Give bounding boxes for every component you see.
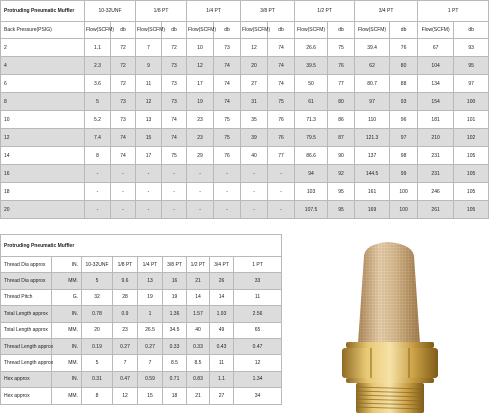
value-cell: 75 [328, 39, 355, 57]
db-column-header: db [111, 22, 136, 39]
size-header: 1 PT [418, 1, 489, 22]
value-cell: 94 [295, 165, 328, 183]
value-cell: 1.1 [210, 371, 234, 387]
value-cell: 49 [210, 322, 234, 338]
value-cell: 134 [418, 75, 454, 93]
value-cell: - [136, 165, 162, 183]
value-cell: - [268, 183, 295, 201]
value-cell: - [85, 183, 111, 201]
value-cell: 86 [328, 111, 355, 129]
value-cell: 97 [454, 75, 489, 93]
value-cell: 137 [355, 147, 390, 165]
size-header: 10-32UNF [85, 1, 136, 22]
value-cell: 39.5 [295, 57, 328, 75]
bronze-filter-element [358, 242, 420, 344]
value-cell: 75 [214, 129, 241, 147]
value-cell: 105 [454, 201, 489, 219]
value-cell: 154 [418, 93, 454, 111]
value-cell: 0.27 [113, 338, 138, 354]
value-cell: 86.6 [295, 147, 328, 165]
value-cell: - [111, 201, 136, 219]
value-cell: 74 [162, 111, 187, 129]
value-cell: 11 [210, 355, 234, 371]
value-cell: 14 [187, 289, 210, 305]
table-row [1, 306, 282, 322]
flow-column-header: Flow(SCFM) [85, 22, 111, 39]
pressure-cell: 8 [1, 93, 85, 111]
value-cell: 95 [328, 201, 355, 219]
value-cell: - [214, 165, 241, 183]
value-cell: 11 [136, 75, 162, 93]
value-cell: 26.6 [295, 39, 328, 57]
value-cell: 7 [138, 355, 163, 371]
dimension-name-cell: Thread Pitch [1, 289, 52, 305]
value-cell: 80 [390, 57, 418, 75]
value-cell: 3/4 PT [210, 257, 234, 273]
flow-column-header: Flow(SCFM) [295, 22, 328, 39]
value-cell: 17 [136, 147, 162, 165]
table-row [1, 39, 489, 57]
value-cell: 5 [85, 93, 111, 111]
value-cell: 34.5 [163, 322, 187, 338]
value-cell: 74 [268, 39, 295, 57]
table-row [1, 147, 489, 165]
value-cell: 26 [210, 273, 234, 289]
value-cell: 31 [241, 93, 268, 111]
brass-thread [356, 383, 424, 413]
value-cell: 9 [136, 57, 162, 75]
value-cell: 210 [418, 129, 454, 147]
value-cell: - [85, 165, 111, 183]
pressure-cell: 2 [1, 39, 85, 57]
value-cell: 231 [418, 165, 454, 183]
value-cell: 67 [418, 39, 454, 57]
value-cell: 72 [162, 39, 187, 57]
back-pressure-label: Back Pressure(PSIG) [1, 22, 85, 39]
value-cell: 15 [138, 388, 163, 404]
value-cell: 87 [328, 129, 355, 147]
value-cell: 0.78 [82, 306, 113, 322]
value-cell: 95 [454, 57, 489, 75]
value-cell: 104 [418, 57, 454, 75]
unit-header-row [1, 22, 489, 39]
dimension-name-cell: Hex approx [1, 371, 52, 387]
dimension-name-cell: Total Length approx [1, 306, 52, 322]
unit-cell: IN. [52, 257, 82, 273]
value-cell: 65 [234, 322, 282, 338]
value-cell: 74 [268, 57, 295, 75]
value-cell: - [241, 165, 268, 183]
flow-column-header: Flow(SCFM) [187, 22, 214, 39]
value-cell: 80.7 [355, 75, 390, 93]
value-cell: 19 [163, 289, 187, 305]
value-cell: 88 [390, 75, 418, 93]
value-cell: 74 [111, 147, 136, 165]
value-cell: 15 [136, 129, 162, 147]
value-cell: 74 [214, 75, 241, 93]
value-cell: 75 [268, 93, 295, 111]
value-cell: 11 [234, 289, 282, 305]
value-cell: - [162, 165, 187, 183]
db-column-header: db [162, 22, 187, 39]
value-cell: 1/2 PT [187, 257, 210, 273]
value-cell: 0.47 [234, 338, 282, 354]
table-row [1, 388, 282, 404]
value-cell: 97 [355, 93, 390, 111]
table-row [1, 57, 489, 75]
value-cell: 3.6 [85, 75, 111, 93]
unit-cell: MM. [52, 273, 82, 289]
table-row [1, 93, 489, 111]
value-cell: 76 [214, 147, 241, 165]
value-cell: 10 [187, 39, 214, 57]
dimension-name-cell: Thread Length approx [1, 338, 52, 354]
value-cell: - [241, 183, 268, 201]
flow-column-header: Flow(SCFM) [355, 22, 390, 39]
value-cell: 40 [187, 322, 210, 338]
value-cell: - [111, 165, 136, 183]
value-cell: 1/4 PT [138, 257, 163, 273]
value-cell: 74 [162, 129, 187, 147]
value-cell: 12 [113, 388, 138, 404]
flow-column-header: Flow(SCFM) [418, 22, 454, 39]
value-cell: 17 [187, 75, 214, 93]
value-cell: - [187, 201, 214, 219]
value-cell: - [214, 201, 241, 219]
value-cell: - [111, 183, 136, 201]
value-cell: 7 [136, 39, 162, 57]
size-header: 1/4 PT [187, 1, 241, 22]
value-cell: 100 [454, 93, 489, 111]
value-cell: 110 [355, 111, 390, 129]
value-cell: 1 [138, 306, 163, 322]
value-cell: 13 [138, 273, 163, 289]
value-cell: 0.59 [138, 371, 163, 387]
value-cell: 1.93 [210, 306, 234, 322]
value-cell: - [268, 201, 295, 219]
value-cell: 62 [355, 57, 390, 75]
value-cell: 73 [162, 75, 187, 93]
value-cell: 75 [162, 147, 187, 165]
value-cell: 1.57 [187, 306, 210, 322]
value-cell: - [162, 201, 187, 219]
unit-cell: MM. [52, 388, 82, 404]
value-cell: 21 [187, 273, 210, 289]
pressure-cell: 4 [1, 57, 85, 75]
value-cell: 61 [295, 93, 328, 111]
value-cell: 21 [187, 388, 210, 404]
value-cell: 5.2 [85, 111, 111, 129]
value-cell: 23 [187, 111, 214, 129]
table-row [1, 322, 282, 338]
table-row [1, 273, 282, 289]
table-row [1, 75, 489, 93]
value-cell: 72 [111, 39, 136, 57]
value-cell: 7 [113, 355, 138, 371]
value-cell: 80 [328, 93, 355, 111]
value-cell: 144.5 [355, 165, 390, 183]
unit-cell: IN. [52, 371, 82, 387]
value-cell: - [136, 183, 162, 201]
flow-column-header: Flow(SCFM) [136, 22, 162, 39]
value-cell: 93 [390, 93, 418, 111]
value-cell: 3/8 PT [163, 257, 187, 273]
value-cell: 75 [214, 111, 241, 129]
value-cell: - [187, 183, 214, 201]
size-header-row [1, 1, 489, 22]
table-row [1, 111, 489, 129]
muffler-product-image [316, 236, 468, 417]
value-cell: 19 [187, 93, 214, 111]
value-cell: 73 [111, 111, 136, 129]
value-cell: 1/8 PT [113, 257, 138, 273]
value-cell: 73 [162, 57, 187, 75]
table-row [1, 289, 282, 305]
value-cell: 12 [241, 39, 268, 57]
value-cell: 90 [328, 147, 355, 165]
value-cell: 181 [418, 111, 454, 129]
value-cell: 13 [136, 111, 162, 129]
value-cell: 35 [241, 111, 268, 129]
value-cell: 102 [454, 129, 489, 147]
value-cell: 0.47 [113, 371, 138, 387]
value-cell: - [162, 183, 187, 201]
dimension-name-cell: Thread Dia approx [1, 273, 52, 289]
value-cell: 73 [214, 39, 241, 57]
value-cell: 5 [82, 273, 113, 289]
value-cell: 12 [187, 57, 214, 75]
value-cell: 103 [295, 183, 328, 201]
db-column-header: db [390, 22, 418, 39]
db-column-header: db [454, 22, 489, 39]
value-cell: 1.1 [85, 39, 111, 57]
value-cell: - [214, 183, 241, 201]
unit-cell: MM. [52, 322, 82, 338]
value-cell: 0.9 [113, 306, 138, 322]
value-cell: 8 [85, 147, 111, 165]
table-row [1, 183, 489, 201]
pressure-cell: 6 [1, 75, 85, 93]
value-cell: 73 [162, 93, 187, 111]
table-title: Protruding Pneumatic Muffler [1, 1, 85, 22]
value-cell: 7.4 [85, 129, 111, 147]
value-cell: 261 [418, 201, 454, 219]
value-cell: 105 [454, 183, 489, 201]
value-cell: 8.5 [187, 355, 210, 371]
value-cell: 74 [268, 75, 295, 93]
value-cell: 77 [268, 147, 295, 165]
value-cell: 161 [355, 183, 390, 201]
value-cell: 12 [136, 93, 162, 111]
value-cell: 10-32UNF [82, 257, 113, 273]
value-cell: 0.33 [187, 338, 210, 354]
value-cell: 2.56 [234, 306, 282, 322]
dimension-name-cell: Thread Dia approx [1, 257, 52, 273]
value-cell: 74 [214, 57, 241, 75]
value-cell: 76 [268, 111, 295, 129]
pressure-cell: 10 [1, 111, 85, 129]
table-row [1, 201, 489, 219]
db-column-header: db [214, 22, 241, 39]
size-header: 1/8 PT [136, 1, 187, 22]
value-cell: - [241, 201, 268, 219]
value-cell: 27 [241, 75, 268, 93]
value-cell: 23 [187, 129, 214, 147]
value-cell: 96 [390, 111, 418, 129]
value-cell: 16 [163, 273, 187, 289]
table-row [1, 129, 489, 147]
dimension-name-cell: Total Length approx [1, 322, 52, 338]
value-cell: - [187, 165, 214, 183]
value-cell: - [85, 201, 111, 219]
value-cell: 39.4 [355, 39, 390, 57]
value-cell: 76 [268, 129, 295, 147]
value-cell: 0.33 [163, 338, 187, 354]
value-cell: 1.36 [163, 306, 187, 322]
value-cell: 39 [241, 129, 268, 147]
value-cell: 169 [355, 201, 390, 219]
pressure-cell: 18 [1, 183, 85, 201]
value-cell: - [136, 201, 162, 219]
value-cell: 19 [138, 289, 163, 305]
pressure-cell: 20 [1, 201, 85, 219]
value-cell: 99 [390, 165, 418, 183]
pressure-cell: 14 [1, 147, 85, 165]
unit-cell: MM. [52, 355, 82, 371]
value-cell: 100 [390, 183, 418, 201]
value-cell: 40 [241, 147, 268, 165]
value-cell: 72 [111, 75, 136, 93]
value-cell: 92 [328, 165, 355, 183]
value-cell: 0.43 [210, 338, 234, 354]
value-cell: 33 [234, 273, 282, 289]
dimension-title-row [1, 235, 282, 257]
pressure-cell: 16 [1, 165, 85, 183]
value-cell: 23 [113, 322, 138, 338]
value-cell: 101 [454, 111, 489, 129]
value-cell: 34 [234, 388, 282, 404]
dimension-table-title: Protruding Pneumatic Muffler [1, 235, 282, 257]
value-cell: 2.3 [85, 57, 111, 75]
value-cell: 1 PT [234, 257, 282, 273]
value-cell: 5 [82, 355, 113, 371]
size-header: 1/2 PT [295, 1, 355, 22]
value-cell: 8.5 [163, 355, 187, 371]
value-cell: 27 [210, 388, 234, 404]
value-cell: 73 [111, 93, 136, 111]
value-cell: 9.6 [113, 273, 138, 289]
value-cell: 105 [454, 165, 489, 183]
value-cell: 72 [111, 57, 136, 75]
value-cell: - [268, 165, 295, 183]
value-cell: 77 [328, 75, 355, 93]
value-cell: 246 [418, 183, 454, 201]
db-column-header: db [328, 22, 355, 39]
value-cell: 0.71 [163, 371, 187, 387]
dimension-name-cell: Hex approx [1, 388, 52, 404]
value-cell: 29 [187, 147, 214, 165]
value-cell: 76 [390, 39, 418, 57]
size-header: 3/4 PT [355, 1, 418, 22]
size-header: 3/8 PT [241, 1, 295, 22]
value-cell: 97 [390, 129, 418, 147]
value-cell: 12 [234, 355, 282, 371]
value-cell: 28 [113, 289, 138, 305]
table-row [1, 257, 282, 273]
brass-hex-body [342, 342, 438, 383]
table-row [1, 371, 282, 387]
table-row [1, 165, 489, 183]
value-cell: 26.5 [138, 322, 163, 338]
value-cell: 20 [82, 322, 113, 338]
value-cell: 100 [390, 201, 418, 219]
value-cell: 95 [328, 183, 355, 201]
value-cell: 74 [214, 93, 241, 111]
value-cell: 121.3 [355, 129, 390, 147]
unit-cell: G. [52, 289, 82, 305]
pressure-cell: 12 [1, 129, 85, 147]
value-cell: 71.3 [295, 111, 328, 129]
unit-cell: IN. [52, 338, 82, 354]
value-cell: 14 [210, 289, 234, 305]
value-cell: 50 [295, 75, 328, 93]
value-cell: 8 [82, 388, 113, 404]
value-cell: 0.27 [138, 338, 163, 354]
db-column-header: db [268, 22, 295, 39]
value-cell: 18 [163, 388, 187, 404]
value-cell: 107.5 [295, 201, 328, 219]
value-cell: 32 [82, 289, 113, 305]
table-row [1, 338, 282, 354]
table-row [1, 355, 282, 371]
value-cell: 105 [454, 147, 489, 165]
value-cell: 0.83 [187, 371, 210, 387]
value-cell: 231 [418, 147, 454, 165]
value-cell: 0.19 [82, 338, 113, 354]
value-cell: 79.5 [295, 129, 328, 147]
dimension-name-cell: Thread Length approx [1, 355, 52, 371]
unit-cell: IN. [52, 306, 82, 322]
value-cell: 74 [111, 129, 136, 147]
value-cell: 98 [390, 147, 418, 165]
value-cell: 20 [241, 57, 268, 75]
dimension-table [0, 234, 282, 405]
value-cell: 76 [328, 57, 355, 75]
value-cell: 1.34 [234, 371, 282, 387]
value-cell: 0.31 [82, 371, 113, 387]
flow-column-header: Flow(SCFM) [241, 22, 268, 39]
value-cell: 93 [454, 39, 489, 57]
